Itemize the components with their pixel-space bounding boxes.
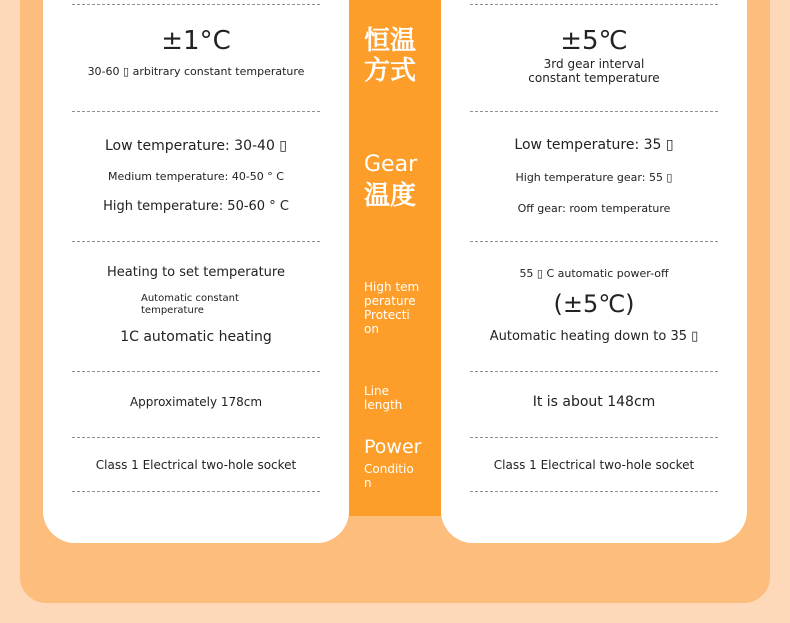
label-gear: Gear	[364, 152, 418, 177]
label-high-temp-protection: High tem perature Protecti on	[364, 280, 420, 336]
left-line-length: Approximately 178cm	[129, 395, 263, 409]
right-precision-desc-1: 3rd gear interval	[543, 57, 645, 71]
label-power: Power	[364, 436, 422, 458]
divider	[72, 437, 320, 438]
left-medium-temp: Medium temperature: 40-50 ° C	[108, 170, 284, 183]
left-auto-heating: 1C automatic heating	[120, 329, 272, 345]
divider	[72, 371, 320, 372]
divider	[72, 241, 320, 242]
left-power-condition: Class 1 Electrical two-hole socket	[95, 458, 297, 472]
right-high-temp-gear: High temperature gear: 55 ▯	[515, 171, 673, 184]
label-line-length: Line length	[364, 384, 403, 412]
left-heating-to-set: Heating to set temperature	[107, 265, 285, 280]
divider	[470, 4, 718, 5]
label-thermostat-mode: 恒温 方式	[364, 26, 417, 86]
divider	[72, 491, 320, 492]
divider	[470, 371, 718, 372]
divider	[72, 4, 320, 5]
right-range: (±5℃)	[553, 290, 635, 318]
divider	[470, 491, 718, 492]
divider	[470, 111, 718, 112]
divider	[470, 241, 718, 242]
right-precision: ±5℃	[560, 26, 628, 56]
left-high-temp: High temperature: 50-60 ° C	[103, 199, 289, 214]
divider	[470, 437, 718, 438]
label-power-condition: Conditio n	[364, 462, 414, 490]
right-power-condition: Class 1 Electrical two-hole socket	[493, 458, 695, 472]
right-off-gear: Off gear: room temperature	[517, 202, 671, 215]
left-low-temp: Low temperature: 30-40 ▯	[104, 138, 288, 154]
right-precision-desc-2: constant temperature	[528, 71, 660, 85]
label-temperature-cn: 温度	[364, 181, 417, 211]
left-precision: ±1°C	[161, 26, 231, 56]
right-auto-heating: Automatic heating down to 35 ▯	[489, 329, 699, 344]
right-auto-poweroff: 55 ▯ C automatic power-off	[519, 267, 669, 280]
right-line-length: It is about 148cm	[532, 394, 656, 410]
left-auto-constant-2: temperature	[141, 305, 204, 316]
left-auto-constant-1: Automatic constant	[141, 293, 239, 304]
divider	[72, 111, 320, 112]
left-precision-desc: 30-60 ▯ arbitrary constant temperature	[87, 65, 305, 78]
right-low-temp: Low temperature: 35 ▯	[514, 137, 674, 153]
